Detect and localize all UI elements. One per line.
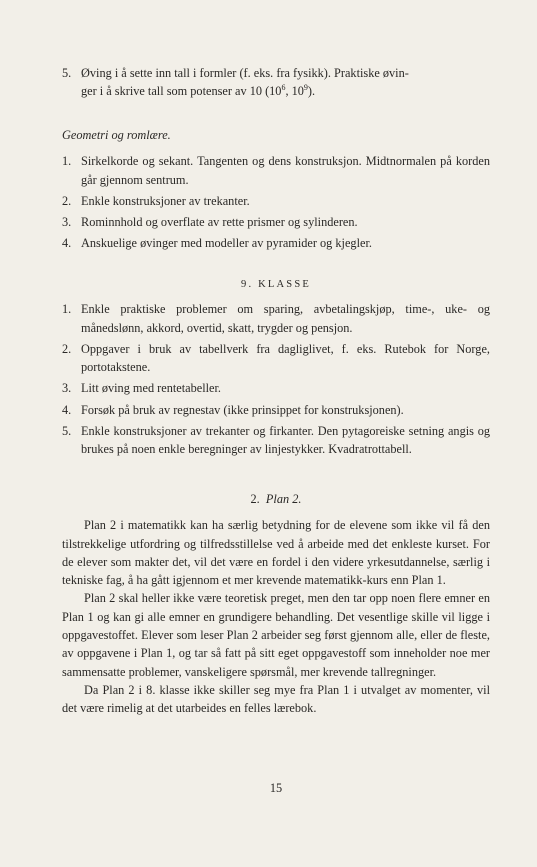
list-item-text: Enkle praktiske problemer om sparing, avbetalingskjøp, time-, uke- og månedslønn, akkord, overtid, skatt, trygder og pensjon.: [81, 302, 490, 335]
paragraph: Da Plan 2 i 8. klasse ikke skiller seg mye fra Plan 1 i utvalget av momenter, vil det være rimelig at det utarbeides en felles lærebok.: [62, 682, 490, 716]
list-item: [62, 192, 490, 210]
section-title: Plan 2.: [265, 492, 302, 506]
list-item-number: 4.: [62, 236, 72, 251]
list-item: [62, 64, 490, 101]
section-number: 2.: [250, 492, 260, 506]
list-item-number: 4.: [62, 402, 72, 417]
list-item: [62, 379, 490, 397]
list-item-number: 5.: [62, 66, 72, 80]
list-item-text: Enkle konstruksjoner av trekanter.: [81, 193, 250, 208]
section-heading: 9. KLASSE: [241, 279, 311, 290]
list-item-number: 2.: [62, 193, 72, 208]
list-item-text: Rominnhold og overflate av rette prismer og sylinderen.: [81, 215, 358, 230]
list-item-number: 1.: [62, 302, 72, 317]
list-item-number: 3.: [62, 381, 72, 396]
superscript: 6: [281, 83, 286, 93]
list-item-number: 3.: [62, 215, 72, 230]
list-item-text: , 10: [285, 84, 304, 99]
list-item-text: ger i å skrive tall som potenser av 10 (10: [81, 84, 282, 99]
list-item-text: ).: [307, 84, 316, 99]
superscript: 9: [303, 83, 308, 93]
list-item-number: 1.: [62, 154, 72, 169]
list-item-text: Anskuelige øvinger med modeller av pyramider og kjegler.: [81, 236, 372, 251]
section-heading: Geometri og romlære.: [62, 128, 171, 142]
list-item: [62, 152, 490, 189]
list-item-text: Sirkelkorde og sekant. Tangenten og dens konstruksjon. Midtnormalen på korden går gjennom sentrum.: [81, 154, 490, 187]
list-item: [62, 213, 490, 231]
list-item: [62, 234, 490, 252]
list-item-text: Litt øving med rentetabeller.: [81, 381, 222, 396]
geometry-section: [62, 126, 490, 253]
list-item-text: Oppgaver i bruk av tabellverk fra dagliglivet, f. eks. Rutebok for Norge, portotakstene.: [81, 341, 490, 375]
list-item: [62, 401, 490, 419]
paragraph: Plan 2 i matematikk kan ha særlig betydning for de elevene som ikke vil få den tilstrekkelige utfordring og tilfredsstillelse ved å arbeide med det enkleste kurset. For de elever som makter det, vil det være en fordel i den videre yrkesutdannelse, særlig i tekniske fag, å ha gått igjennom et mer krevende matematikk-kurs enn Plan 1.: [62, 518, 490, 588]
section-heading: [62, 490, 490, 508]
list-item-text: Enkle konstruksjoner av trekanter og firkanter. Den pytagoreiske setning angis og brukes på noen enkle beregninger av linjestykker. Kvadratrottabell.: [81, 424, 490, 457]
list-item: [62, 422, 490, 459]
list-item: [62, 340, 490, 377]
plan2-section: [62, 490, 490, 718]
list-top: [62, 64, 490, 101]
list-item-text: Forsøk på bruk av regnestav (ikke prinsippet for konstruksjonen).: [81, 402, 404, 417]
list-item-number: 5.: [62, 424, 72, 439]
klasse9-section: [62, 276, 490, 459]
paragraph: Plan 2 skal heller ikke være teoretisk preget, men den tar opp noen flere emner en Plan 1 og kan gi alle emner en grundigere behandling. Det vesentlige skille vil ligge i oppgavestoffet. Elever som leser Plan 2 arbeider seg først gjennom alle, eller de fleste, av oppgavene i Plan 1, og tar så fatt på sitt eget oppgavestoff som inneholder noe mer sammensatte problemer, vanskeligere spørsmål, mer krevende tallregninger.: [62, 591, 490, 679]
list-item: [62, 300, 490, 337]
list-item-number: 2.: [62, 341, 72, 356]
page-number: 15: [269, 781, 283, 795]
list-item-text: Øving i å sette inn tall i formler (f. eks. fra fysikk). Praktiske øvin-: [81, 66, 409, 80]
